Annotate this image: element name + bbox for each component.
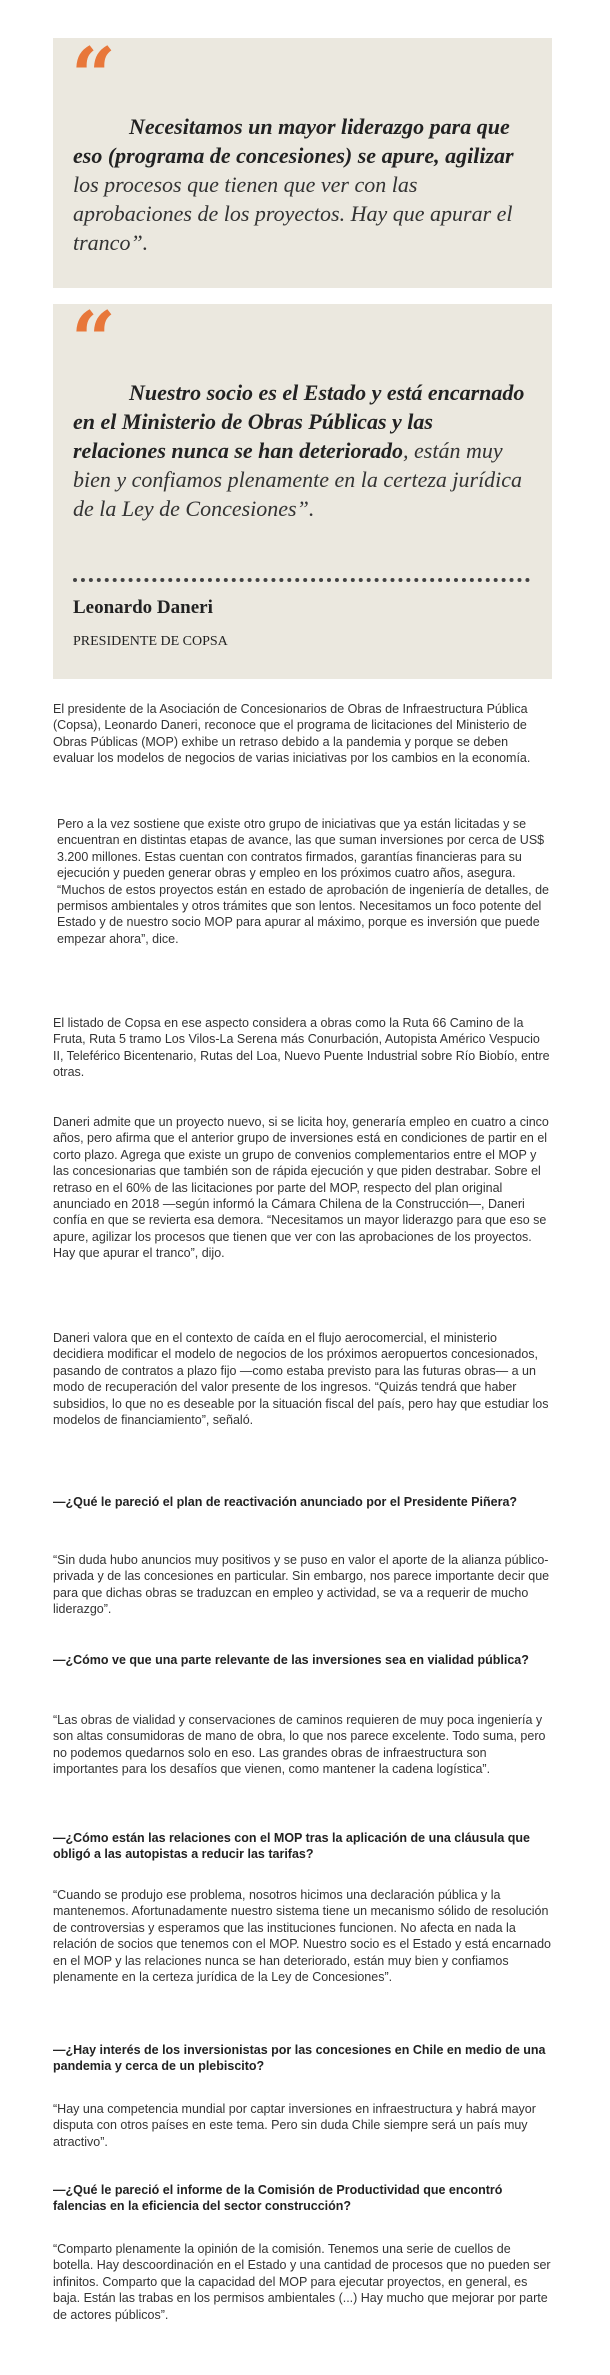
body-paragraph: Daneri valora que en el contexto de caída en el flujo aerocomercial, el ministerio decidiera modificar el modelo de negocios de los próximos aeropuertos concesionados, pasando de contratos a plazo fijo —como estaba previsto para las futuras obras— a un modo de recuperación del valor presente de los ingresos. “Quizás tendrá que haber subsidios, lo que no es deseable por la situación fiscal del país, pero hay que estudiar los modelos de financiamiento”, señaló. bbox=[53, 1331, 549, 1428]
article-paragraph-1 bbox=[57, 816, 551, 947]
body-paragraph: El listado de Copsa en ese aspecto considera a obras como la Ruta 66 Camino de la Fruta, Ruta 5 tramo Los Vilos-La Serena más Conurbación, Autopista Américo Vespucio II, Teleférico Bicentenario, Rutas del Loa, Nuevo Puente Industrial sobre Río Biobío, entre otras. bbox=[53, 1016, 550, 1080]
interview-question-2: —¿Cómo ve que una parte relevante de las inversiones sea en vialidad pública? bbox=[53, 1653, 529, 1667]
interview-answer-5: “Comparto plenamente la opinión de la comisión. Tenemos una serie de cuellos de botella. Hay descoordinación en el Estado y una cantidad de procesos que no pueden ser infinitos. Comparto que la capacidad del MOP para ejecutar proyectos, en general, es baja. Están las trabas en los permisos ambientales (...) Hay mucho que mejorar por parte de actores públicos”. bbox=[53, 2242, 551, 2322]
article-paragraph-3 bbox=[53, 1114, 551, 1262]
pull-quote-1-light: los procesos que tienen que ver con las aprobaciones de los proyectos. Hay que apurar el tranco”. bbox=[73, 172, 513, 255]
interview-answer-3: “Cuando se produjo ese problema, nosotros hicimos una declaración pública y la mantenemos. Afortunadamente nuestro sistema tiene un mecanismo sólido de resolución de controversias y esperamos que las instituciones funcionen. No afecta en nada la relación de socios que tenemos con el MOP. Nuestro socio es el Estado y está encarnado en el MOP y las relaciones nunca se han deteriorado, están muy bien y confiamos plenamente en la certeza jurídica de la Ley de Concesiones”. bbox=[53, 1888, 551, 1985]
quote-mark-icon: “ bbox=[71, 295, 116, 386]
interview-question-5: —¿Qué le pareció el informe de la Comisión de Productividad que encontró falencias en la eficiencia del sector construcción? bbox=[53, 2183, 503, 2214]
interview-answer-4: “Hay una competencia mundial por captar inversiones en infraestructura y habrá mayor disputa con otros países en este tema. Pero sin duda Chile siempre será un país muy atractivo”. bbox=[53, 2102, 536, 2149]
body-paragraph: Pero a la vez sostiene que existe otro grupo de iniciativas que ya están licitadas y se encuentran en distintas etapas de avance, las que suman inversiones por cerca de US$ 3.200 millones. Estas cuentan con contratos firmados, garantías financieras para su ejecución y pueden generar obras y empleo en los próximos cuatro años, asegura. “Muchos de estos proyectos están en estado de aprobación de ingeniería de detalles, de permisos ambientales y otros trámites que son lentos. Necesitamos un foco potente del Estado y de nuestro socio MOP para apurar al máximo, porque es inversión que puede empezar ahora”, dice. bbox=[57, 817, 549, 946]
pull-quote-1-text bbox=[73, 112, 530, 257]
article-lead bbox=[53, 701, 551, 767]
quote-author-role: PRESIDENTE DE COPSA bbox=[73, 634, 228, 649]
pull-quote-1-strong: Necesitamos un mayor liderazgo para que eso (programa de concesiones) se apure, agilizar bbox=[73, 114, 514, 168]
pull-quote-2-strong: Nuestro socio es el Estado y está encarnado en el Ministerio de Obras Públicas y las relaciones nunca se han deteriorado bbox=[73, 380, 525, 463]
quote-divider bbox=[73, 578, 530, 582]
pull-quote-2-light: , están muy bien y confiamos plenamente en la certeza jurídica de la Ley de Concesiones”. bbox=[73, 438, 523, 521]
article-paragraph-2 bbox=[53, 1015, 551, 1081]
pull-quote-1 bbox=[53, 31, 552, 288]
pull-quote-2 bbox=[53, 295, 552, 679]
article-paragraph-4 bbox=[53, 1330, 551, 1428]
interview-answer-1: “Sin duda hubo anuncios muy positivos y se puso en valor el aporte de la alianza público-privada y de las concesiones en particular. Sin embargo, nos parece importante decir que para que dichas obras se traduzcan en empleo y actividad, se va a requerir de mucho liderazgo”. bbox=[53, 1553, 550, 1617]
interview-answer-2: “Las obras de vialidad y conservaciones de caminos requieren de muy poca ingeniería y son altas consumidoras de mano de obra, lo que nos parece excelente. Todo suma, pero no podemos quedarnos solo en eso. Las grandes obras de infraestructura son importantes para los desafíos que vienen, como mantener la cadena logística”. bbox=[53, 1713, 546, 1777]
quote-mark-icon: “ bbox=[71, 31, 116, 122]
lead-paragraph: El presidente de la Asociación de Concesionarios de Obras de Infraestructura Pública (Copsa), Leonardo Daneri, reconoce que el programa de licitaciones del Ministerio de Obras Públicas (MOP) exhibe un retraso debido a la pandemia y porque se deben evaluar los modelos de negocios de varias iniciativas por los cambios en la economía. bbox=[53, 702, 531, 766]
body-paragraph: Daneri admite que un proyecto nuevo, si se licita hoy, generaría empleo en cuatro a cinco años, pero afirma que el anterior grupo de inversiones está en condiciones de partir en el corto plazo. Agrega que existe un grupo de convenios complementarios entre el MOP y las concesionarias que también son de rápida ejecución y que piden destrabar. Sobre el retraso en el 60% de las licitaciones por parte del MOP, respecto del plan original anunciado en 2018 —según informó la Cámara Chilena de la Construcción—, Daneri confía en que se revierta esa demora. “Necesitamos un mayor liderazgo para que eso se apure, agilizar los procesos que tienen que ver con las aprobaciones de los proyectos. Hay que apurar el tranco”, dijo. bbox=[53, 1115, 549, 1261]
quote-author-name: Leonardo Daneri bbox=[73, 597, 213, 618]
interview-question-4: —¿Hay interés de los inversionistas por las concesiones en Chile en medio de una pandemia y cerca de un plebiscito? bbox=[53, 2043, 546, 2074]
pull-quote-2-text bbox=[73, 378, 530, 523]
interview-question-1: —¿Qué le pareció el plan de reactivación anunciado por el Presidente Piñera? bbox=[53, 1495, 518, 1509]
interview-question-3: —¿Cómo están las relaciones con el MOP tras la aplicación de una cláusula que obligó a las autopistas a reducir las tarifas? bbox=[53, 1831, 531, 1862]
